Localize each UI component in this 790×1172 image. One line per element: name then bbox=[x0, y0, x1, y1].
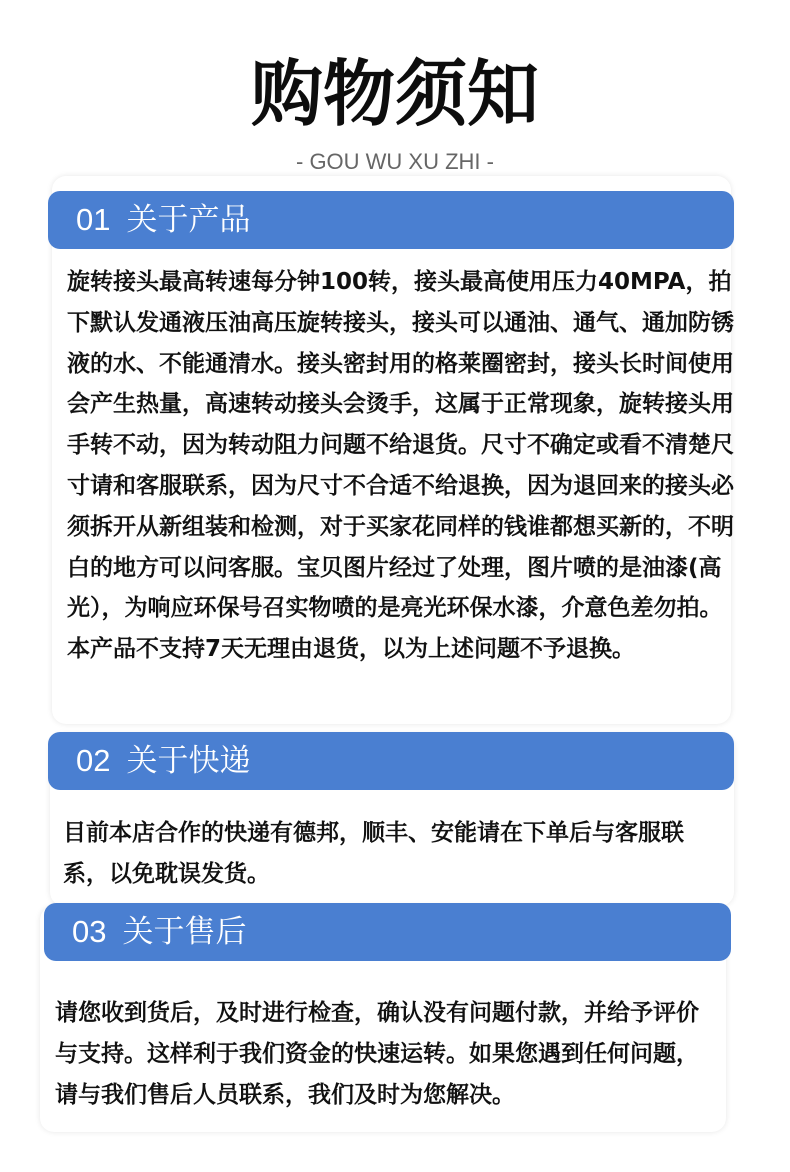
section-heading: 关于产品 bbox=[126, 202, 251, 238]
page-title: 购物须知 bbox=[250, 52, 539, 136]
section-number: 03 bbox=[72, 914, 107, 949]
section-header-shipping bbox=[48, 732, 734, 790]
section-number: 02 bbox=[76, 743, 111, 778]
section-number: 01 bbox=[76, 202, 111, 237]
section-heading: 关于快递 bbox=[126, 743, 251, 779]
section-heading: 关于售后 bbox=[122, 914, 247, 950]
section-body-product: 旋转接头最高转速每分钟100转，接头最高使用压力40MPA，拍下默认发通液压油高压旋转接头，接头可以通油、通气、通加防锈液的水、不能通清水。接头密封用的格莱圈密封，接头长时间使用会产生热量，高速转动接头会烫手，这属于正常现象，旋转接头用手转不动，因为转动阻力问题不给退货。尺寸不确定或看不清楚尺寸请和客服联系，因为尺寸不合适不给退换，因为退回来的接头必须拆开从新组装和检测，对于买家花同样的钱谁都想买新的，不明白的地方可以问客服。宝贝图片经过了处理，图片喷的是油漆(高光），为响应环保号召实物喷的是亮光环保水漆，介意色差勿拍。本产品不支持7天无理由退货，以为上述问题不予退换。 bbox=[67, 269, 734, 663]
page-subtitle: - GOU WU XU ZHI - bbox=[296, 149, 494, 174]
section-header-aftersales bbox=[44, 903, 731, 961]
section-body-aftersales: 请您收到货后，及时进行检查，确认没有问题付款，并给予评价与支持。这样利于我们资金的快速运转。如果您遇到任何问题，请与我们售后人员联系，我们及时为您解决。 bbox=[55, 1000, 699, 1108]
section-header-product bbox=[48, 191, 734, 249]
section-body-shipping: 目前本店合作的快递有德邦，顺丰、安能请在下单后与客服联系，以免耽误发货。 bbox=[63, 820, 684, 887]
